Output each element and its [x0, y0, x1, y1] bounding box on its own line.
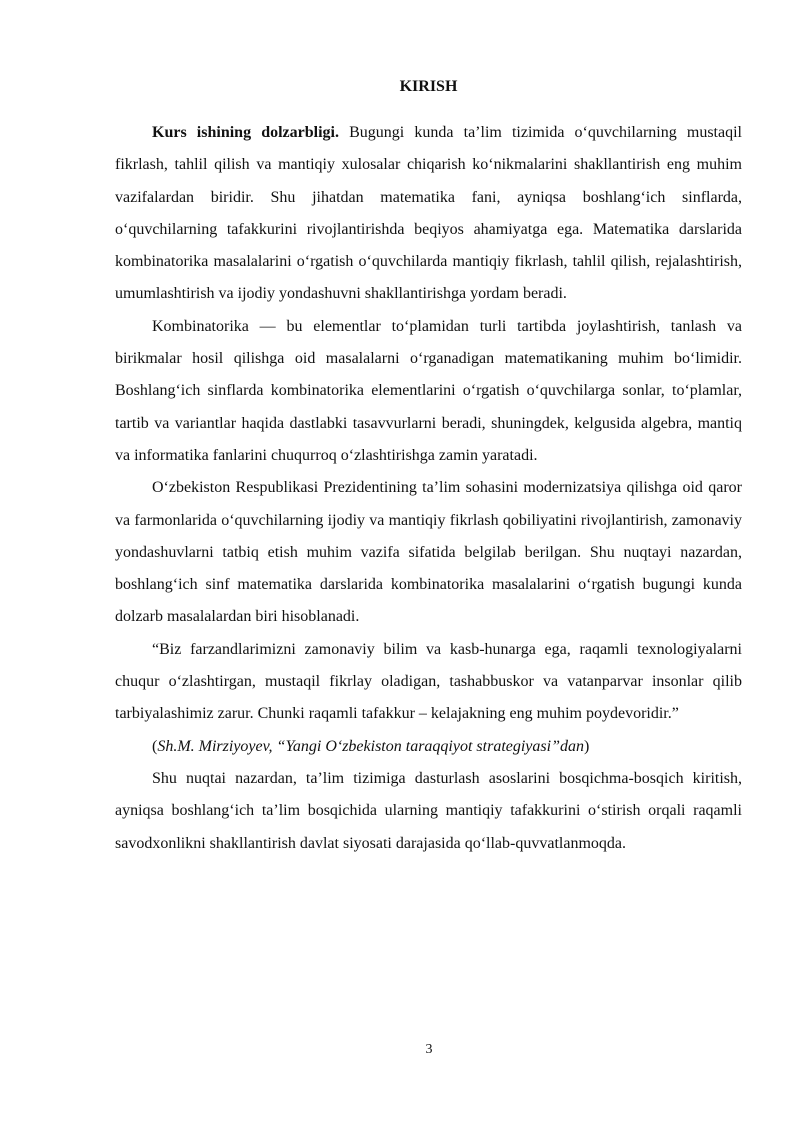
citation-text: Sh.M. Mirziyoyev, “Yangi O‘zbekiston taraqqiyot strategiyasi”dan: [157, 737, 584, 755]
paragraph-text: Bugungi kunda ta’lim tizimida o‘quvchilarning mustaqil fikrlash, tahlil qilish va mantiqiy xulosalar chiqarish ko‘nikmalarini shakllantirish eng muhim vazifalardan biridir. Shu jihatdan matematika fani, ayniqsa boshlang‘ich sinflarda, o‘quvchilarning tafakkurini rivojlantirishda beqiyos ahamiyatga ega. Matematika darslarida kombinatorika masalalarini o‘rgatish o‘quvchilarda mantiqiy fikrlash, tahlil qilish, rejalashtirish, umumlashtirish va ijodiy yondashuvni shakllantirishga yordam beradi.: [115, 124, 742, 303]
paragraph-final: Shu nuqtai nazardan, ta’lim tizimiga dasturlash asoslarini bosqichma-bosqich kiritish, ayniqsa boshlang‘ich ta’lim bosqichida ularning mantiqiy tafakkurini o‘stirish orqali raqamli savodxonlikni shakllantirish davlat siyosati darajasida qo‘llab-quvvatlanmoqda.: [115, 769, 742, 852]
paragraph-decrees: O‘zbekiston Respublikasi Prezidentining ta’lim sohasini modernizatsiya qilishga oid qaror va farmonlarida o‘quvchilarning ijodiy va mantiqiy fikrlash qobiliyatini rivojlantirish, zamonaviy yondashuvlarni tatbiq etish muhim vazifa sifatida belgilab berilgan. Shu nuqtayi nazardan, boshlang‘ich sinf matematika darslarida kombinatorika masalalarini o‘rgatish bugungi kunda dolzarb masalalardan biri hisoblanadi.: [115, 479, 742, 626]
citation: [115, 731, 742, 763]
paragraph-combinatorics: Kombinatorika — bu elementlar to‘plamidan turli tartibda joylashtirish, tanlash va birikmalar hosil qilishga oid masalalarni o‘rganadigan matematikaning muhim bo‘limidir. Boshlang‘ich sinflarda kombinatorika elementlarini o‘rgatish o‘quvchilarga sonlar, to‘plamlar, tartib va variantlar haqida dastlabki tasavvurlarni beradi, shuningdek, kelgusida algebra, mantiq va informatika fanlarini chuqurroq o‘zlashtirishga zamin yaratadi.: [115, 317, 742, 464]
citation-open: (: [152, 737, 158, 755]
paragraph-lead: Kurs ishining dolzarbligi.: [152, 124, 339, 141]
section-title: KIRISH: [399, 78, 458, 95]
page-number: 3: [425, 1042, 433, 1057]
page-content: [115, 74, 742, 860]
paragraph-relevance: [115, 117, 742, 311]
citation-close: ): [583, 737, 590, 755]
paragraph-quote: “Biz farzandlarimizni zamonaviy bilim va kasb-hunarga ega, raqamli texnologiyalarni chuqur o‘zlashtirgan, mustaqil fikrlay oladigan, tashabbuskor va vatanparvar insonlar qilib tarbiyalashimiz zarur. Chunki raqamli tafakkur – kelajakning eng muhim poydevoridir.”: [115, 640, 742, 723]
